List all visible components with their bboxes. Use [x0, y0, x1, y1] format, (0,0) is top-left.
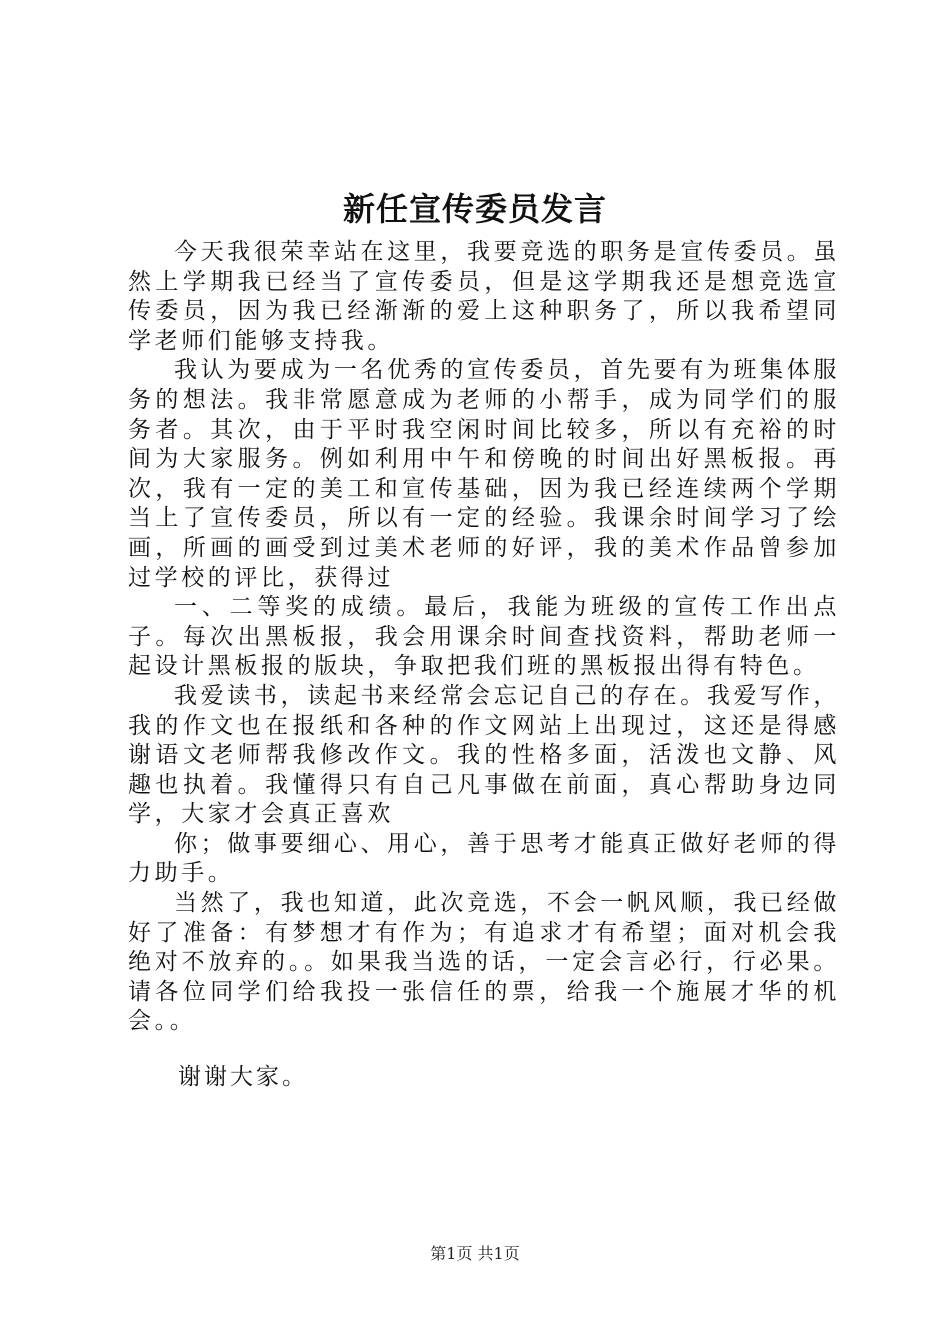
closing-line: 谢谢大家。 — [178, 1064, 308, 1090]
paragraph-personality: 我爱读书，读起书来经常会忘记自己的存在。我爱写作，我的作文也在报纸和各种的作文网站上出现过，这还是得感谢语文老师帮我修改作文。我的性格多面，活泼也文静、风趣也执着。我懂得只有自己凡事做在前面，真心帮助身边同学，大家才会真正喜欢 — [128, 682, 840, 828]
paragraph-intro: 今天我很荣幸站在这里，我要竞选的职务是宣传委员。虽然上学期我已经当了宣传委员，但是这学期我还是想竞选宣传委员，因为我已经渐渐的爱上这种职务了，所以我希望同学老师们能够支持我。 — [128, 239, 840, 354]
paragraph-helper: 你；做事要细心、用心，善于思考才能真正做好老师的得力助手。 — [128, 830, 840, 887]
paragraph-awards: 一、二等奖的成绩。最后，我能为班级的宣传工作出点子。每次出黑板报，我会用课余时间查找资料，帮助老师一起设计黑板报的版块，争取把我们班的黑板报出得有特色。 — [128, 594, 840, 680]
paragraph-conclusion: 当然了，我也知道，此次竞选，不会一帆风顺，我已经做好了准备：有梦想才有作为；有追求才有希望；面对机会我绝对不放弃的。。如果我当选的话，一定会言必行，行必果。请各位同学们给我投一张信任的票，给我一个施展才华的机会。。 — [128, 890, 840, 1035]
document-body — [128, 238, 840, 1037]
document-title: 新任宣传委员发言 — [342, 190, 607, 228]
page-footer: 第1页 共1页 — [430, 1244, 520, 1263]
paragraph-qualifications: 我认为要成为一名优秀的宣传委员，首先要有为班集体服务的想法。我非常愿意成为老师的小帮手，成为同学们的服务者。其次，由于平时我空闲时间比较多，所以有充裕的时间为大家服务。例如利用中午和傍晚的时间出好黑板报。再次，我有一定的美工和宣传基础，因为我已经连续两个学期当上了宣传委员，所以有一定的经验。我课余时间学习了绘画，所画的画受到过美术老师的好评，我的美术作品曾参加过学校的评比，获得过 — [128, 357, 840, 591]
